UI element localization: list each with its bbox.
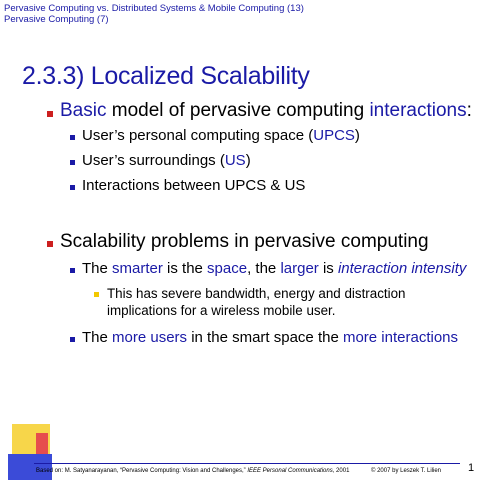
page-number: 1 (468, 462, 475, 474)
term-smarter: smarter (112, 260, 163, 277)
text-fragment: Interactions between UPCS & US (82, 177, 306, 194)
blue-bullet-icon (70, 135, 75, 140)
footer-divider (34, 463, 460, 464)
text-fragment: User’s personal computing space ( (82, 127, 314, 144)
term-more-users: more users (112, 329, 188, 346)
text-fragment: The (82, 329, 113, 346)
text-fragment: is the (162, 260, 208, 277)
blue-bullet-icon (70, 185, 75, 190)
term-upcs: UPCS (313, 127, 355, 144)
yellow-bullet-icon (94, 292, 99, 297)
footer-source (36, 468, 349, 474)
term-more-interactions: more interactions (342, 329, 459, 346)
text-fragment: ) (354, 127, 360, 144)
bullet-basic-model (60, 100, 472, 122)
text-fragment: model of pervasive computing (106, 100, 370, 121)
text-fragment: Based on: M. Satyanarayanan, “Pervasive Computing: Vision and Challenges,” (36, 468, 248, 474)
decor-blue-square (8, 454, 52, 480)
term-space: space (207, 260, 248, 277)
subitem-upcs (82, 127, 360, 144)
text-fragment: , 2001 (332, 468, 350, 474)
text-fragment: The (82, 260, 113, 277)
term-basic: Basic (60, 100, 107, 121)
subitem-interactions (82, 177, 305, 194)
blue-bullet-icon (70, 160, 75, 165)
term-larger: larger (280, 260, 319, 277)
footer-journal: IEEE Personal Communications (247, 468, 333, 474)
slide-title: 2.3.3) Localized Scalability (22, 62, 310, 90)
text-fragment: , the (247, 260, 281, 277)
subsubitem-implications: This has severe bandwidth, energy and distraction implications for a wireless mobile user. (107, 286, 406, 318)
blue-bullet-icon (70, 268, 75, 273)
subitem-us (82, 152, 251, 169)
term-us: US (224, 152, 246, 169)
text-fragment: ) (245, 152, 251, 169)
term-interactions: interactions (369, 100, 467, 121)
header-line-1: Pervasive Computing vs. Distributed Systems & Mobile Computing (13) (4, 3, 304, 14)
subitem-smarter-space (82, 260, 466, 277)
header-line-2: Pervasive Computing (7) (4, 14, 109, 25)
text-fragment: is (318, 260, 338, 277)
text-fragment: : (466, 100, 472, 121)
text-fragment: in the smart space the (187, 329, 343, 346)
red-bullet-icon (47, 111, 53, 117)
blue-bullet-icon (70, 337, 75, 342)
slide-header (4, 3, 304, 25)
red-bullet-icon (47, 241, 53, 247)
bullet-scalability-problems: Scalability problems in pervasive computing (60, 231, 429, 252)
subitem-more-users (82, 329, 458, 346)
text-fragment: User’s surroundings ( (82, 152, 225, 169)
footer-copyright: © 2007 by Leszek T. Lilien (371, 468, 442, 474)
term-interaction-intensity: interaction intensity (337, 260, 467, 277)
